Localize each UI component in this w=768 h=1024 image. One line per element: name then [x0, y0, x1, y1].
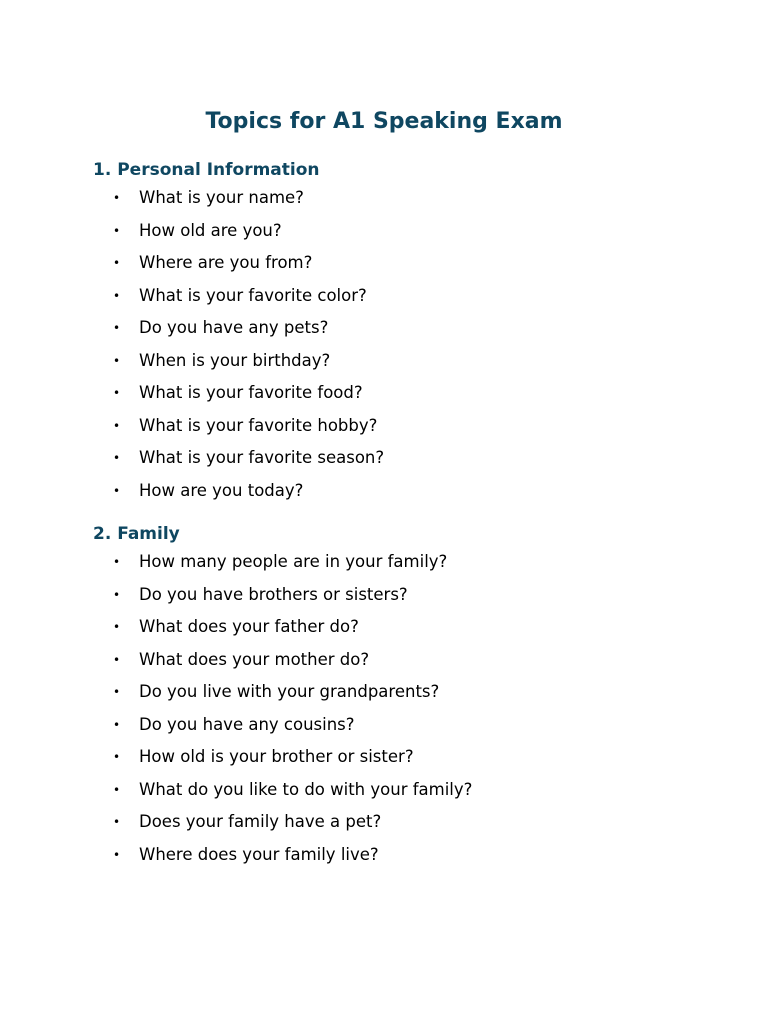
question-text: How old is your brother or sister? — [139, 747, 414, 766]
bullet-icon: • — [113, 717, 121, 732]
question-text: Do you have brothers or sisters? — [139, 584, 408, 604]
question-text: How are you today? — [139, 480, 304, 500]
question-list — [93, 546, 733, 871]
page-title: Topics for A1 Speaking Exam — [205, 109, 563, 134]
question-list — [93, 182, 733, 507]
list-item — [93, 839, 733, 872]
section-family — [93, 522, 733, 871]
list-item — [93, 475, 733, 508]
bullet-icon: • — [113, 620, 121, 634]
question-text: How old are you? — [139, 220, 282, 240]
list-item — [93, 644, 733, 677]
bullet-icon: • — [113, 815, 121, 829]
bullet-icon: • — [113, 386, 121, 400]
bullet-icon: • — [113, 288, 121, 303]
bullet-icon: • — [113, 750, 121, 764]
question-text: Where are you from? — [139, 253, 313, 272]
question-text: What is your favorite food? — [139, 383, 363, 402]
section-heading: 2. Family — [93, 524, 180, 544]
question-text: What is your favorite season? — [139, 448, 385, 467]
question-text: Do you have any cousins? — [139, 714, 355, 734]
bullet-icon: • — [113, 451, 121, 465]
question-text: What do you like to do with your family? — [139, 779, 473, 799]
bullet-icon: • — [113, 353, 121, 368]
bullet-icon: • — [113, 223, 121, 238]
list-item — [93, 579, 733, 612]
question-text: Where does your family live? — [139, 844, 379, 864]
list-item — [93, 312, 733, 345]
question-text: What is your favorite color? — [139, 285, 367, 305]
bullet-icon: • — [113, 555, 121, 569]
bullet-icon: • — [113, 418, 121, 433]
question-text: What is your favorite hobby? — [139, 415, 378, 435]
list-item — [93, 676, 733, 709]
list-item — [93, 182, 733, 215]
list-item — [93, 247, 733, 280]
list-item — [93, 377, 733, 410]
question-text: When is your birthday? — [139, 350, 331, 370]
list-item — [93, 410, 733, 443]
list-item — [93, 741, 733, 774]
list-item — [93, 345, 733, 378]
list-item — [93, 774, 733, 807]
list-item — [93, 709, 733, 742]
question-text: Does your family have a pet? — [139, 812, 382, 831]
bullet-icon: • — [113, 483, 121, 498]
list-item — [93, 215, 733, 248]
question-text: Do you have any pets? — [139, 318, 329, 337]
bullet-icon: • — [113, 685, 121, 699]
bullet-icon: • — [113, 191, 121, 205]
list-item — [93, 611, 733, 644]
section-heading: 1. Personal Information — [93, 160, 320, 180]
list-item — [93, 280, 733, 313]
bullet-icon: • — [113, 256, 121, 270]
section-personal-information — [93, 158, 733, 507]
bullet-icon: • — [113, 782, 121, 797]
bullet-icon: • — [113, 321, 121, 335]
question-text: Do you live with your grandparents? — [139, 682, 440, 701]
question-text: How many people are in your family? — [139, 552, 448, 571]
bullet-icon: • — [113, 847, 121, 862]
question-text: What does your father do? — [139, 617, 359, 636]
list-item — [93, 442, 733, 475]
question-text: What is your name? — [139, 188, 304, 207]
list-item — [93, 806, 733, 839]
bullet-icon: • — [113, 587, 121, 602]
list-item — [93, 546, 733, 579]
question-text: What does your mother do? — [139, 649, 370, 669]
bullet-icon: • — [113, 652, 121, 667]
